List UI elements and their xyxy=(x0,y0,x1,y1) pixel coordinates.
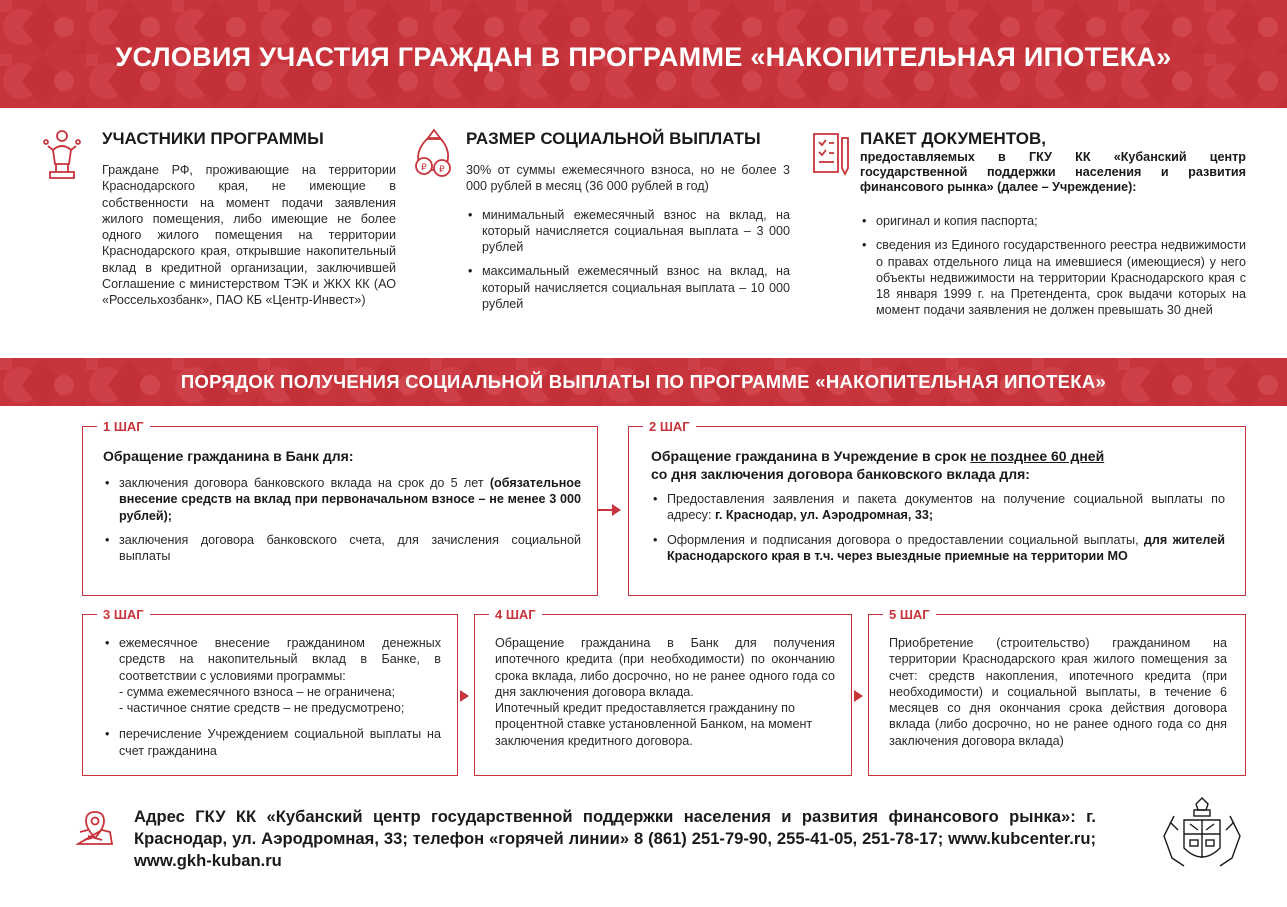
step-5-text: Приобретение (строительство) гражданином на территории Краснодарского края жилого помещения за счет: средств накопления, ипотечного кредита (при необходимости) и социальной выплаты, в течение 6 месяцев со дня окончания срока действия договора вклада (либо досрочно, но не ранее одного года со дня заключения договора вклада) xyxy=(889,636,1227,748)
money-bag-coins-icon xyxy=(410,126,458,183)
step-5-label: 5 ШАГ xyxy=(883,606,936,623)
list-item: • минимальный ежемесячный взнос на вклад, на который начисляется социальная выплата – 3 000 рублей xyxy=(466,207,790,256)
procedure-banner xyxy=(0,358,1287,406)
procedure-title: ПОРЯДОК ПОЛУЧЕНИЯ СОЦИАЛЬНОЙ ВЫПЛАТЫ ПО ПРОГРАММЕ «НАКОПИТЕЛЬНАЯ ИПОТЕКА» xyxy=(180,371,1107,392)
step-2-label: 2 ШАГ xyxy=(643,418,696,435)
step-3-label: 3 ШАГ xyxy=(97,606,150,623)
step-arrow-head xyxy=(460,690,469,702)
people-award-icon xyxy=(42,128,82,185)
step-2-title: Обращение гражданина в Учреждение в срок не позднее 60 дней со дня заключения договора банковского вклада для: xyxy=(651,448,1105,482)
step-4-label: 4 ШАГ xyxy=(489,606,542,623)
step-1-label: 1 ШАГ xyxy=(97,418,150,435)
documents-bullets xyxy=(860,213,1246,319)
list-item: • ежемесячное внесение гражданином денежных средств на накопительный вклад в Банке, в соответствии с условиями программы: - сумма ежемесячного взноса – не ограничена; - частичное снятие средств – не предусмотрено; xyxy=(103,635,441,716)
step-arrow-head xyxy=(854,690,863,702)
list-item: • оригинал и копия паспорта; xyxy=(860,213,1246,229)
payment-bullets xyxy=(466,207,790,313)
step-1-bullets xyxy=(103,475,581,564)
list-item: • максимальный ежемесячный взнос на вклад, на который начисляется социальная выплата – 10 000 рублей xyxy=(466,263,790,312)
step-2-card xyxy=(628,419,1246,596)
step-3-bullets xyxy=(103,635,441,759)
list-item: • заключения договора банковского счета, для зачисления социальной выплаты xyxy=(103,532,581,565)
step-arrow xyxy=(598,509,612,511)
list-item: • сведения из Единого государственного реестра недвижимости о правах отдельного лица на имевшиеся (имеющиеся) у него объекты недвижимости на территории Краснодарского края с 18 января 1999 г. на Претендента, срок выдачи которых на момент подачи заявления не должен превышать 30 дней xyxy=(860,237,1246,318)
step-4-card xyxy=(474,607,852,776)
krasnodar-krai-coat-of-arms-icon xyxy=(1160,796,1244,879)
step-4-text: Обращение гражданина в Банк для получения ипотечного кредита (при необходимости) по окончанию срока вклада, либо досрочно, но не ранее одного года со дня заключения договора вклада. xyxy=(495,636,835,699)
document-checklist-icon xyxy=(808,128,852,183)
documents-subtitle: предоставляемых в ГКУ КК «Кубанский центр государственной поддержки населения и развития финансового рынка» (далее – Учреждение): xyxy=(860,150,1246,194)
header-banner xyxy=(0,0,1287,108)
svg-text:₽: ₽ xyxy=(421,163,427,173)
step-1-card xyxy=(82,419,598,596)
participants-title: УЧАСТНИКИ ПРОГРАММЫ xyxy=(102,129,324,148)
participants-text: Граждане РФ, проживающие на территории Краснодарского края, не имеющие в собственности на момент подачи заявления жилого помещения, либо имеющие не более одного жилого помещения на территории Краснодарского края, открывшие накопительный вклад в кредитной организации, заключившей Соглашение с министерством ТЭК и ЖКХ КК (АО «Россельхозбанк», ПАО КБ «Центр-Инвест») xyxy=(102,163,396,308)
payment-text: 30% от суммы ежемесячного взноса, но не более 3 000 рублей в месяц (36 000 рублей в год) xyxy=(466,163,790,194)
page-title: УСЛОВИЯ УЧАСТИЯ ГРАЖДАН В ПРОГРАММЕ «НАКОПИТЕЛЬНАЯ ИПОТЕКА» xyxy=(115,41,1172,72)
map-pin-icon xyxy=(76,808,114,853)
step-arrow-head xyxy=(612,504,621,516)
svg-text:₽: ₽ xyxy=(439,165,445,175)
step-2-bullets xyxy=(651,491,1225,564)
step-5-card xyxy=(868,607,1246,776)
documents-title: ПАКЕТ ДОКУМЕНТОВ, xyxy=(860,129,1046,148)
list-item: • заключения договора банковского вклада на срок до 5 лет (обязательное внесение средств на вклад при первоначальном взносе – не менее 3 000 рублей); xyxy=(103,475,581,524)
list-item: • Оформления и подписания договора о предоставлении социальной выплаты, для жителей Краснодарского края в т.ч. через выездные приемные на территории МО xyxy=(651,532,1225,565)
list-item: • перечисление Учреждением социальной выплаты на счет гражданина xyxy=(103,726,441,759)
step-1-title: Обращение гражданина в Банк для: xyxy=(103,448,354,464)
footer-address: Адрес ГКУ КК «Кубанский центр государственной поддержки населения и развития финансового рынка»: г. Краснодар, ул. Аэродромная, 33; телефон «горячей линии» 8 (861) 251-79-90, 255-41-05, 251-78-17; www.kubcenter.ru; www.gkh-kuban.ru xyxy=(134,807,1096,870)
payment-title: РАЗМЕР СОЦИАЛЬНОЙ ВЫПЛАТЫ xyxy=(466,129,761,148)
list-item: • Предоставления заявления и пакета документов на получение социальной выплаты по адресу: г. Краснодар, ул. Аэродромная, 33; xyxy=(651,491,1225,524)
step-3-card xyxy=(82,607,458,776)
step-4-note: Ипотечный кредит предоставляется гражданину по процентной ставке установленной Банком, на момент заключения кредитного договора. xyxy=(495,701,813,748)
